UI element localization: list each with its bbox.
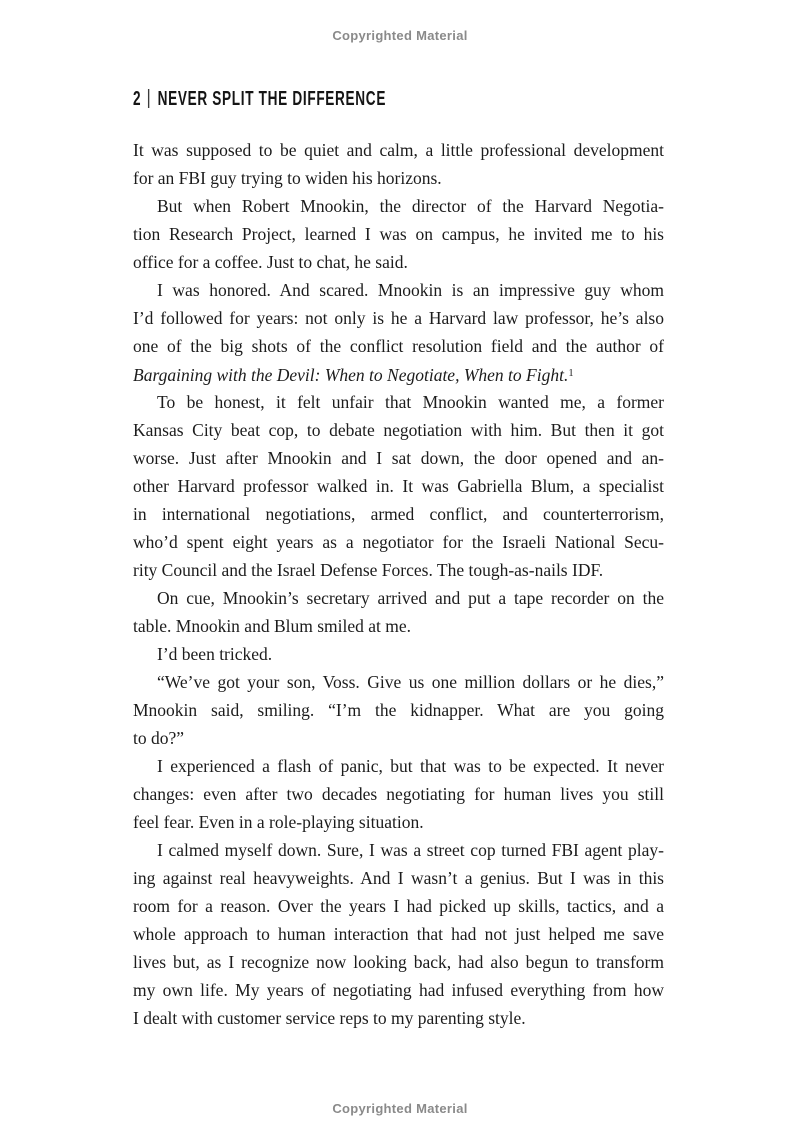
text-line: Mnookin said, smiling. “I’m the kidnapper. What are you going: [133, 700, 664, 720]
text-line: “We’ve got your son, Voss. Give us one million dollars or he dies,”: [157, 672, 664, 692]
text-line: lives but, as I recognize now looking back, had also begun to transform: [133, 952, 664, 972]
text-line: I calmed myself down. Sure, I was a street cop turned FBI agent play-: [157, 840, 664, 860]
paragraph: [133, 668, 664, 752]
text-line: in international negotiations, armed conflict, and counterterrorism,: [133, 504, 664, 524]
text-line: Kansas City beat cop, to debate negotiation with him. But then it got: [133, 420, 664, 440]
text-line: tion Research Project, learned I was on campus, he invited me to his: [133, 224, 664, 244]
text-line: I’d been tricked.: [157, 644, 273, 664]
paragraph: [133, 136, 664, 192]
text-line: To be honest, it felt unfair that Mnookin wanted me, a former: [157, 392, 664, 412]
text-line: for an FBI guy trying to widen his horizons.: [133, 168, 442, 188]
text-line: my own life. My years of negotiating had infused everything from how: [133, 980, 664, 1000]
text-line: But when Robert Mnookin, the director of the Harvard Negotia-: [157, 196, 664, 216]
running-title: NEVER SPLIT THE DIFFERENCE: [157, 88, 387, 110]
text-line: I experienced a flash of panic, but that was to be expected. It never: [157, 756, 664, 776]
text-line: one of the big shots of the conflict resolution field and the author of: [133, 336, 664, 356]
text-line: I dealt with customer service reps to my parenting style.: [133, 1008, 526, 1028]
paragraph: [133, 836, 664, 1032]
paragraph: [133, 192, 664, 276]
running-header: [133, 88, 386, 111]
paragraph: [133, 752, 664, 836]
page-body: [133, 136, 664, 1032]
text-line: I’d followed for years: not only is he a Harvard law professor, he’s also: [133, 308, 664, 328]
paragraph: [133, 640, 664, 668]
copyright-notice-top: Copyrighted Material: [332, 28, 468, 43]
text-line: changes: even after two decades negotiating for human lives you still: [133, 784, 664, 804]
text-line: room for a reason. Over the years I had picked up skills, tactics, and a: [133, 896, 664, 916]
paragraph: [133, 276, 664, 388]
text-line: who’d spent eight years as a negotiator for the Israeli National Secu-: [133, 532, 664, 552]
paragraph: [133, 584, 664, 640]
text-line: Bargaining with the Devil: When to Negotiate, When to Fight.$^1$: [133, 365, 574, 385]
text-line: On cue, Mnookin’s secretary arrived and put a tape recorder on the: [157, 588, 664, 608]
text-line: table. Mnookin and Blum smiled at me.: [133, 616, 412, 636]
copyright-notice-bottom: Copyrighted Material: [332, 1101, 468, 1116]
text-line: feel fear. Even in a role-playing situation.: [133, 812, 424, 832]
paragraph: [133, 388, 664, 584]
text-line: It was supposed to be quiet and calm, a little professional development: [133, 140, 664, 160]
text-line: office for a coffee. Just to chat, he said.: [133, 252, 408, 272]
header-divider: [148, 89, 149, 108]
text-line: ing against real heavyweights. And I wasn’t a genius. But I was in this: [133, 868, 664, 888]
text-line: other Harvard professor walked in. It was Gabriella Blum, a specialist: [133, 476, 664, 496]
text-line: I was honored. And scared. Mnookin is an impressive guy whom: [157, 280, 664, 300]
text-line: to do?”: [133, 728, 185, 748]
text-line: rity Council and the Israel Defense Forces. The tough-as-nails IDF.: [133, 560, 604, 580]
footnote-marker: 1: [568, 368, 574, 379]
page-number: 2: [133, 88, 142, 110]
text-line: whole approach to human interaction that had not just helped me save: [133, 924, 664, 944]
text-line: worse. Just after Mnookin and I sat down, the door opened and an-: [133, 448, 664, 468]
